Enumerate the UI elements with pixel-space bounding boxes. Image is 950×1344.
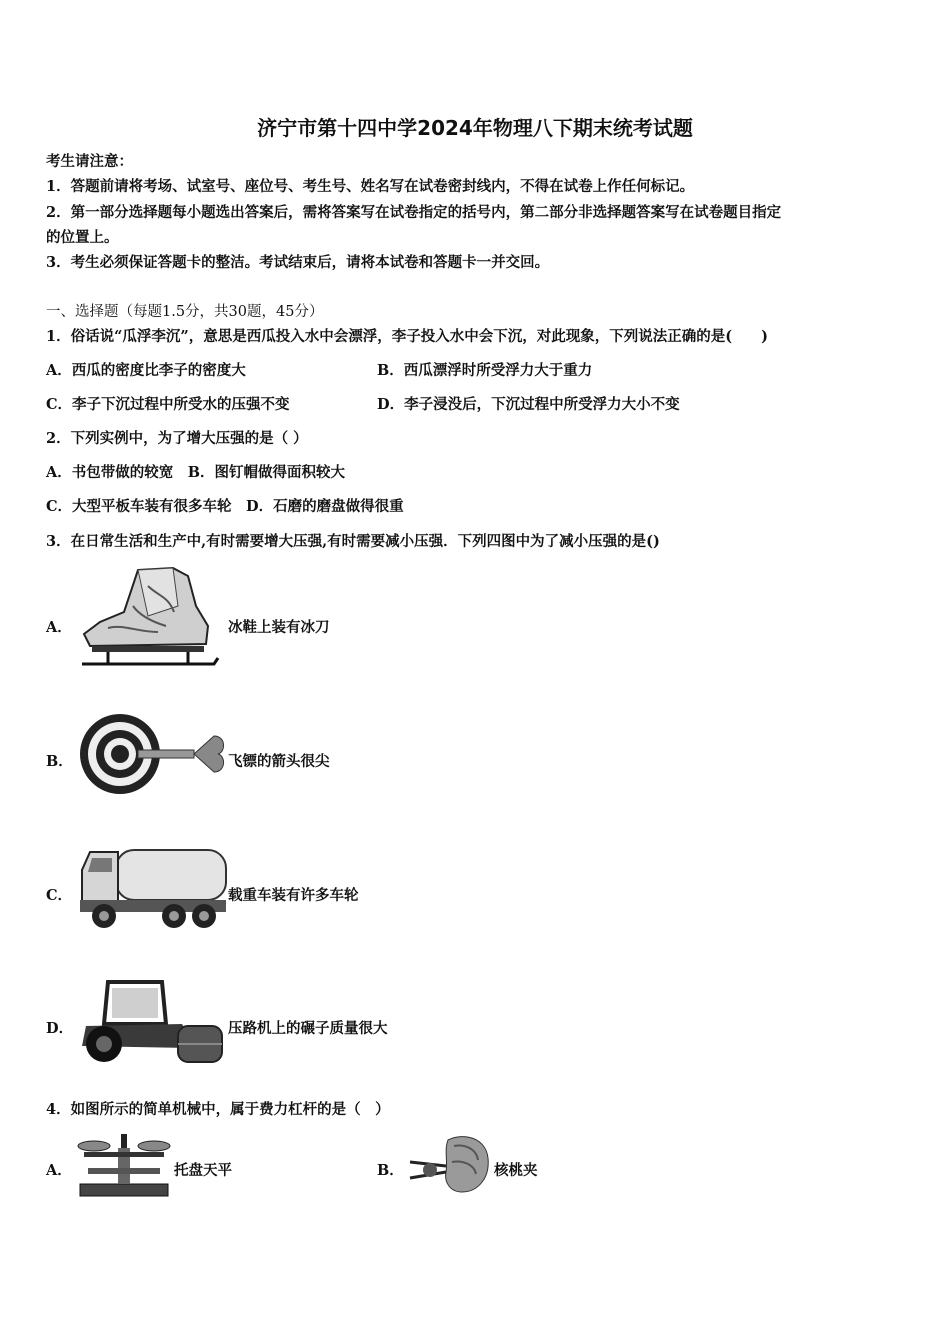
q2-options-ab: A．书包带做的较宽 B．图钉帽做得面积较大 (46, 464, 346, 481)
q4-stem: 4．如图所示的简单机械中，属于费力杠杆的是（ ） (46, 1101, 390, 1118)
q1-option-c: C．李子下沉过程中所受水的压强不变 (46, 396, 290, 413)
balance-scale-image (74, 1132, 174, 1200)
notice-item-2: 2．第一部分选择题每小题选出答案后，需将答案写在试卷指定的括号内，第二部分非选择题答案写在试卷题目指定 (46, 204, 782, 221)
nutcracker-image (404, 1132, 494, 1196)
q1-option-a: A．西瓜的密度比李子的密度大 (46, 362, 246, 379)
notice-heading: 考生请注意： (46, 153, 133, 170)
notice-item-3: 3．考生必须保证答题卡的整洁。考试结束后，请将本试卷和答题卡一并交回。 (46, 254, 550, 271)
q3-option-b-letter: B． (46, 753, 73, 770)
q4-option-b-caption: 核桃夹 (494, 1162, 538, 1179)
q4-option-a-letter: A． (46, 1162, 72, 1179)
ice-skate-image (78, 566, 228, 672)
q2-stem: 2．下列实例中，为了增大压强的是（ ） (46, 430, 308, 447)
q4-option-b-letter: B． (377, 1162, 404, 1179)
section-heading: 一、选择题（每题1.5分，共30题，45分） (46, 304, 324, 320)
q1-stem: 1．俗话说“瓜浮李沉”，意思是西瓜投入水中会漂浮，李子投入水中会下沉，对此现象，下列说法正确的是( ) (46, 328, 768, 345)
dart-target-image (78, 712, 228, 796)
q3-option-c-letter: C． (46, 887, 73, 904)
q3-option-a-caption: 冰鞋上装有冰刀 (228, 619, 330, 636)
q3-stem: 3．在日常生活和生产中,有时需要增大压强,有时需要减小压强．下列四图中为了减小压强的是() (46, 533, 660, 550)
page-title: 济宁市第十四中学2024年物理八下期末统考试题 (257, 116, 693, 140)
q3-option-b-caption: 飞镖的箭头很尖 (228, 753, 330, 770)
q3-option-d-letter: D． (46, 1020, 74, 1037)
q1-option-d: D．李子浸没后，下沉过程中所受浮力大小不变 (377, 396, 680, 413)
q3-option-a-letter: A． (46, 619, 72, 636)
q3-option-d-caption: 压路机上的碾子质量很大 (228, 1020, 388, 1037)
notice-item-2-cont: 的位置上。 (46, 229, 119, 246)
q1-option-b: B．西瓜漂浮时所受浮力大于重力 (377, 362, 593, 379)
road-roller-image (78, 976, 228, 1066)
q2-options-cd: C．大型平板车装有很多车轮 D．石磨的磨盘做得很重 (46, 498, 404, 515)
q3-option-c-caption: 载重车装有许多车轮 (228, 887, 359, 904)
truck-image (78, 846, 228, 932)
q4-option-a-caption: 托盘天平 (174, 1162, 232, 1179)
notice-item-1: 1．答题前请将考场、试室号、座位号、考生号、姓名写在试卷密封线内，不得在试卷上作任何标记。 (46, 178, 695, 195)
